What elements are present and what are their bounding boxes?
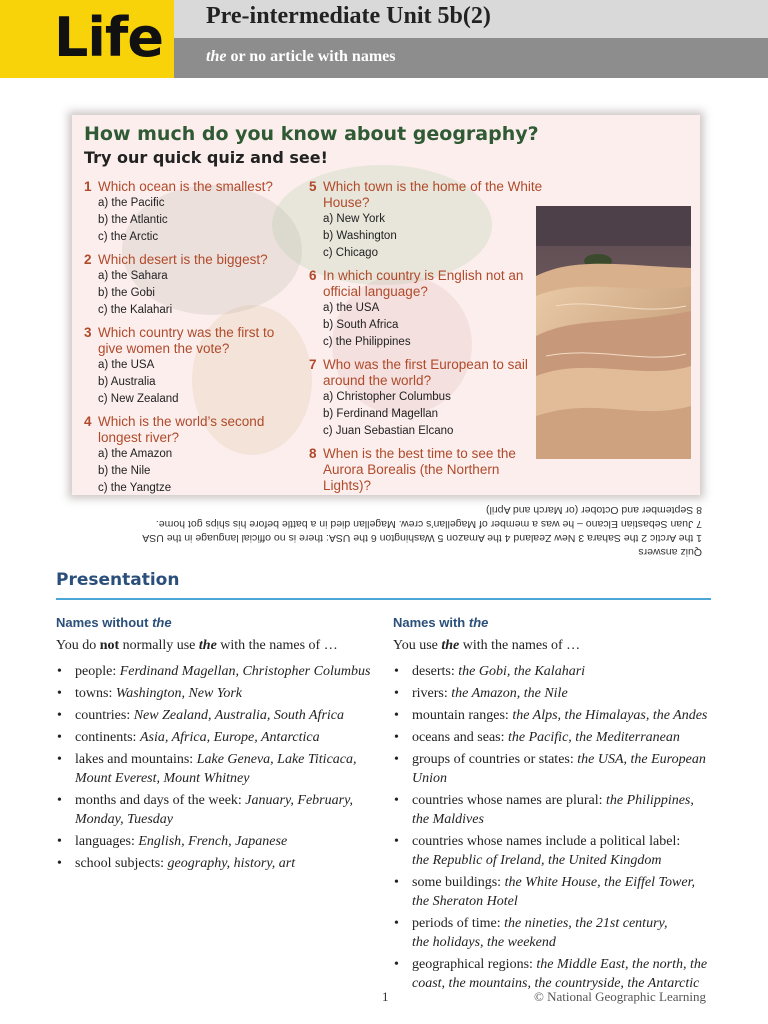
item-examples: Lake Geneva, Lake Titicaca, <box>196 752 357 767</box>
quiz-question <box>309 268 549 300</box>
unit-subtitle: the or no article with names <box>206 48 396 65</box>
answer-option: b) Australia <box>98 376 156 388</box>
list-item <box>56 662 376 681</box>
item-examples: the Alps, the Himalayas, the Andes <box>512 708 708 723</box>
question-text: Who was the first European to sail <box>323 357 528 372</box>
item-examples: January, February, <box>245 793 354 808</box>
desert-photo <box>536 206 691 459</box>
item-examples: the White House, the Eiffel Tower, <box>504 875 695 890</box>
answer-option: b) the Nile <box>98 465 151 477</box>
item-examples: the holidays, the weekend <box>412 935 556 950</box>
item-category: countries whose names are plural: <box>412 793 606 808</box>
question-number: 4 <box>84 414 92 429</box>
item-category: rivers: <box>412 686 452 701</box>
answers-line-2: 7 Juan Sebastian Elcano – he was a member of Magellan’s crew. Magellan died in a battle before his ships got home. <box>155 518 702 530</box>
list-item <box>393 914 723 952</box>
question-text: Which town is the home of the White House? <box>323 179 543 210</box>
item-examples: the Philippines, <box>606 793 694 808</box>
quiz-question <box>84 325 324 357</box>
item-examples: the Pacific, the Mediterranean <box>508 730 680 745</box>
answer-option: c) New Zealand <box>98 393 179 405</box>
question-text: Which country was the first to <box>98 325 275 340</box>
copyright: © National Geographic Learning <box>534 989 706 1004</box>
item-category: months and days of the week: <box>75 793 246 808</box>
answer-option: c) the Philippines <box>323 336 411 348</box>
item-examples: English, French, Japanese <box>138 834 288 849</box>
answer-option: b) Washington <box>323 230 397 242</box>
names-with-the-heading: Names with the <box>393 615 489 630</box>
answer-option: c) Chicago <box>323 247 378 259</box>
answer-option: a) New York <box>323 213 386 225</box>
questions-column-left <box>84 173 324 495</box>
answers-line-1: 1 the Arctic 2 the Sahara 3 New Zealand 4 the Amazon 5 Washington 6 the USA: there is no official language in the USA <box>142 532 702 544</box>
question-number: 8 <box>309 446 317 461</box>
item-category: languages: <box>75 834 139 849</box>
life-logo <box>0 0 174 78</box>
answers-line-3: 8 September and October (or March and April) <box>486 504 702 516</box>
quiz-question <box>84 252 324 268</box>
logo-text: Life <box>54 6 164 69</box>
item-category: periods of time: <box>412 916 505 931</box>
list-item <box>56 728 376 747</box>
item-examples: the Middle East, the north, the <box>536 957 708 972</box>
question-number: 5 <box>309 179 317 194</box>
list-item <box>56 791 376 829</box>
answer-option: a) the Amazon <box>98 448 173 460</box>
item-category: some buildings: <box>412 875 505 890</box>
list-item <box>56 706 376 725</box>
question-number: 6 <box>309 268 317 283</box>
names-with-the-list <box>393 662 723 996</box>
answer-option: b) South Africa <box>323 319 399 331</box>
quiz-answers-upside-down <box>80 503 702 559</box>
list-item <box>393 791 723 829</box>
quiz-question <box>84 414 324 446</box>
list-item <box>393 662 723 681</box>
list-item <box>393 873 723 911</box>
quiz-question <box>309 179 549 211</box>
answer-option: a) Christopher Columbus <box>323 391 451 403</box>
item-category: lakes and mountains: <box>75 752 197 767</box>
quiz-subtitle: Try our quick quiz and see! <box>84 148 328 167</box>
page-number: 1 <box>382 989 389 1004</box>
item-examples: the Republic of Ireland, the United Kingdom <box>412 853 662 868</box>
item-examples: Ferdinand Magellan, Christopher Columbus <box>119 664 371 679</box>
item-category: mountain ranges: <box>412 708 513 723</box>
names-without-the-list <box>56 662 376 876</box>
geography-quiz <box>72 115 700 495</box>
list-item <box>393 750 723 788</box>
answer-option: c) the Yangtze <box>98 482 172 494</box>
list-item <box>393 684 723 703</box>
item-examples: the nineties, the 21st century, <box>504 916 668 931</box>
item-examples: the Gobi, the Kalahari <box>458 664 586 679</box>
quiz-question <box>309 357 549 389</box>
answer-option: c) the Kalahari <box>98 304 173 316</box>
question-number: 7 <box>309 357 317 372</box>
list-item <box>393 728 723 747</box>
quiz-question <box>309 446 549 494</box>
item-examples: New Zealand, Australia, South Africa <box>133 708 344 723</box>
question-text: In which country is English not an <box>323 268 524 283</box>
names-with-the-intro: You use the with the names of … <box>393 638 581 653</box>
item-category: deserts: <box>412 664 459 679</box>
answer-option <box>309 494 549 495</box>
item-category: geographical regions: <box>412 957 537 972</box>
answer-option: b) the Atlantic <box>98 214 168 226</box>
names-without-the-heading: Names without the <box>56 615 172 630</box>
item-category: continents: <box>75 730 140 745</box>
answer-option: a) the Sahara <box>98 270 168 282</box>
list-item <box>393 955 723 993</box>
question-text: Which desert is the biggest? <box>98 252 268 267</box>
list-item <box>56 684 376 703</box>
presentation-heading: Presentation <box>56 570 180 590</box>
question-text: Which ocean is the smallest? <box>98 179 273 194</box>
item-examples: Mount Everest, Mount Whitney <box>75 771 250 786</box>
answer-option: a) the USA <box>98 359 155 371</box>
question-number: 3 <box>84 325 92 340</box>
list-item <box>56 750 376 788</box>
list-item <box>56 832 376 851</box>
question-number: 2 <box>84 252 92 267</box>
question-number: 1 <box>84 179 92 194</box>
header-title-bar <box>174 0 768 38</box>
questions-column-right <box>309 173 549 495</box>
question-text: longest river? <box>98 430 180 445</box>
answer-option: a) the USA <box>323 302 380 314</box>
presentation-rule <box>56 598 711 600</box>
answers-heading: Quiz answers <box>638 546 702 558</box>
names-without-the-intro: You do not normally use the with the names of … <box>56 638 338 653</box>
item-examples: the USA, the European Union <box>412 752 706 786</box>
answer-option: b) the Gobi <box>98 287 155 299</box>
unit-title: Pre-intermediate Unit 5b(2) <box>206 3 491 29</box>
item-category: towns: <box>75 686 116 701</box>
question-text: When is the best time to see the <box>323 446 516 461</box>
list-item <box>393 706 723 725</box>
question-text: give women the vote? <box>98 341 230 356</box>
question-text: Which is the world’s second <box>98 414 265 429</box>
answer-option: b) Ferdinand Magellan <box>323 408 439 420</box>
item-examples: Monday, Tuesday <box>75 812 173 827</box>
header-subtitle-bar <box>174 38 768 78</box>
item-category: people: <box>75 664 120 679</box>
item-examples: the Amazon, the Nile <box>451 686 568 701</box>
item-examples: the Maldives <box>412 812 484 827</box>
item-category: school subjects: <box>75 856 168 871</box>
answer-option: c) the Arctic <box>98 231 159 243</box>
quiz-question <box>84 179 324 195</box>
item-category: countries whose names include a political label: <box>412 834 681 849</box>
item-category: oceans and seas: <box>412 730 509 745</box>
answer-option: a) the Pacific <box>98 197 165 209</box>
question-text: official language? <box>323 284 428 299</box>
quiz-title: How much do you know about geography? <box>84 123 539 145</box>
item-category: groups of countries or states: <box>412 752 578 767</box>
question-text: around the world? <box>323 373 432 388</box>
list-item <box>393 832 723 870</box>
question-text: Aurora Borealis (the Northern Lights)? <box>323 462 500 493</box>
item-examples: coast, the mountains, the countryside, the Antarctic <box>412 976 700 991</box>
item-examples: the Sheraton Hotel <box>412 894 518 909</box>
list-item <box>56 854 376 873</box>
item-category: countries: <box>75 708 134 723</box>
item-examples: Washington, New York <box>115 686 243 701</box>
item-examples: Asia, Africa, Europe, Antarctica <box>139 730 320 745</box>
item-examples: geography, history, art <box>167 856 296 871</box>
answer-option: c) Juan Sebastian Elcano <box>323 425 454 437</box>
